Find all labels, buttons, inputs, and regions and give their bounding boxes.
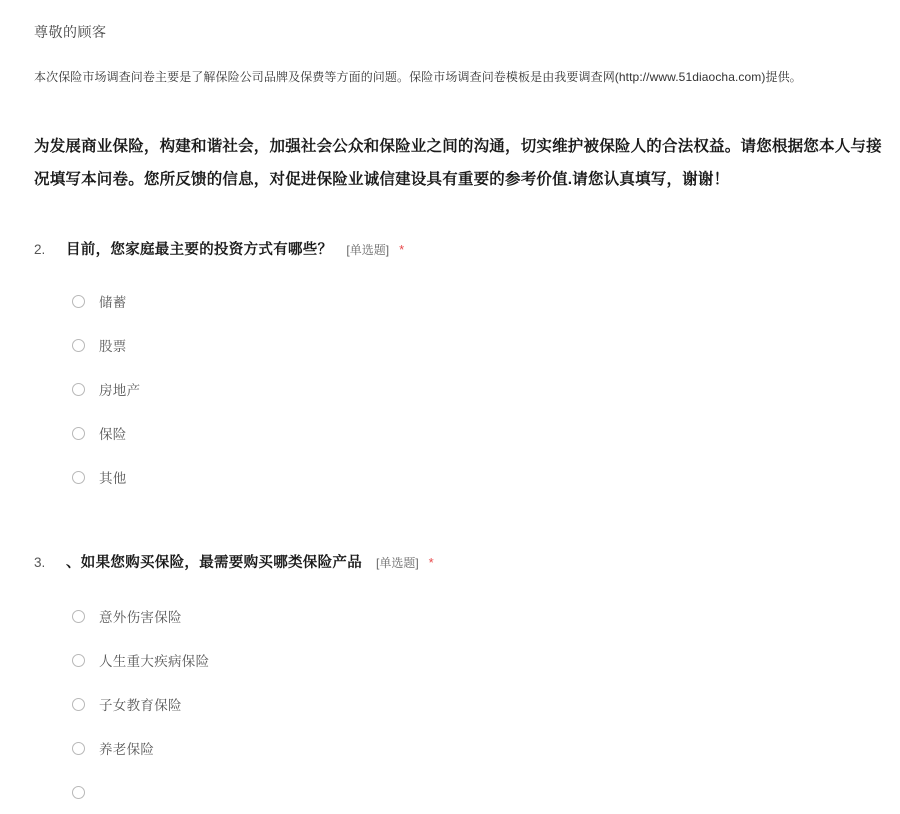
option-label: 人生重大疾病保险 <box>99 654 210 669</box>
option-label: 子女教育保险 <box>99 698 182 713</box>
lead-line-2: 况填写本问卷。您所反馈的信息，对促进保险业诚信建设具有重要的参考价值.请您认真填写，谢谢！ <box>34 171 730 188</box>
radio-button-icon[interactable] <box>72 471 85 484</box>
option-item[interactable] <box>34 279 866 323</box>
question-3-type: [单选题] <box>376 556 419 570</box>
option-item[interactable] <box>34 323 866 367</box>
question-3-header <box>34 551 866 572</box>
option-label: 其他 <box>99 471 127 486</box>
option-label: 意外伤害保险 <box>99 610 182 625</box>
radio-button-icon[interactable] <box>72 383 85 396</box>
option-label: 储蓄 <box>99 295 127 310</box>
question-2-options <box>34 279 866 499</box>
question-3-required: * <box>428 555 434 570</box>
option-label: 股票 <box>99 339 127 354</box>
question-3-title: 、如果您购买保险，最需要购买哪类保险产品 <box>66 555 362 571</box>
option-item[interactable] <box>34 726 866 770</box>
question-2-number: 2. <box>34 242 46 257</box>
option-item[interactable] <box>34 367 866 411</box>
radio-button-icon[interactable] <box>72 654 85 667</box>
radio-button-icon[interactable] <box>72 427 85 440</box>
question-3-number: 3. <box>34 555 46 570</box>
radio-button-icon[interactable] <box>72 610 85 623</box>
question-2-header <box>34 238 866 259</box>
option-label: 养老保险 <box>99 742 155 757</box>
intro-paragraph: 本次保险市场调查问卷主要是了解保险公司品牌及保费等方面的问题。保险市场调查问卷模板是由我要调查网(http://www.51diaocha.com)提供。 <box>34 70 802 84</box>
option-item[interactable] <box>34 594 866 638</box>
question-3-options <box>34 594 866 814</box>
option-label: 保险 <box>99 427 127 442</box>
option-item[interactable] <box>34 682 866 726</box>
option-label: 房地产 <box>99 383 141 398</box>
question-2-type: [单选题] <box>346 243 390 257</box>
radio-button-icon[interactable] <box>72 698 85 711</box>
option-item[interactable] <box>34 638 866 682</box>
salutation-text: 尊敬的顾客 <box>34 24 107 40</box>
question-2 <box>34 238 866 499</box>
question-2-required: * <box>399 242 405 257</box>
lead-line-1: 为发展商业保险，构建和谐社会，加强社会公众和保险业之间的沟通，切实维护被保险人的合法权益。请您根据您本人与接 <box>34 138 882 155</box>
option-item[interactable] <box>34 770 866 814</box>
radio-button-icon[interactable] <box>72 295 85 308</box>
option-item[interactable] <box>34 455 866 499</box>
radio-button-icon[interactable] <box>72 742 85 755</box>
option-item[interactable] <box>34 411 866 455</box>
question-2-title: 目前，您家庭最主要的投资方式有哪些？ <box>66 242 333 258</box>
radio-button-icon[interactable] <box>72 339 85 352</box>
question-3 <box>34 551 866 814</box>
lead-paragraph <box>34 130 882 196</box>
radio-button-icon[interactable] <box>72 786 85 799</box>
